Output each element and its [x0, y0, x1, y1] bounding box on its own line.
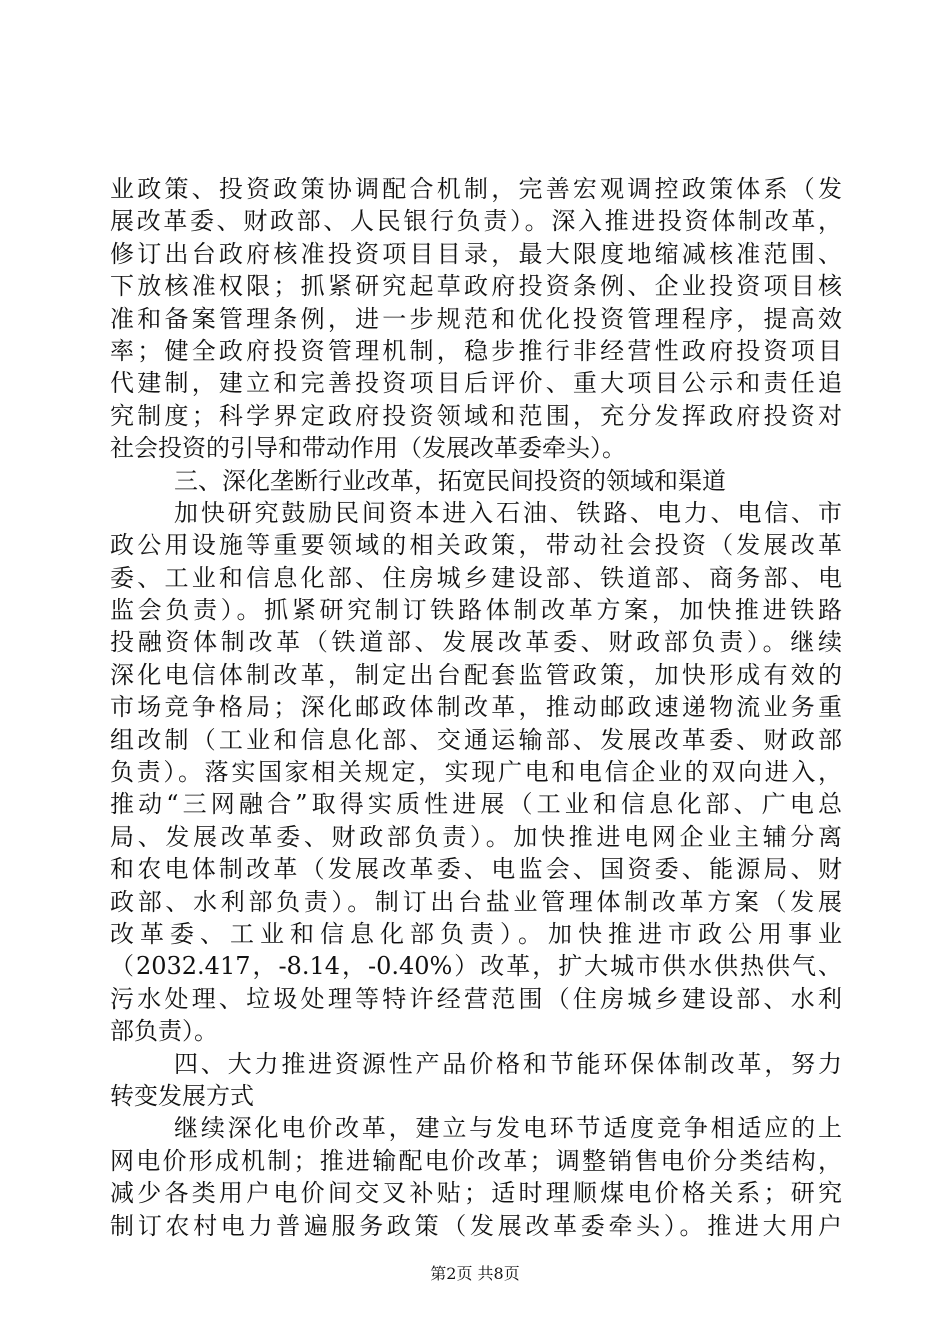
text-line: 负责）。落实国家相关规定，实现广电和电信企业的双向进入， [110, 758, 842, 787]
text-line: （2032.417，-8.14，-0.40%）改革，扩大城市供水供热供气、 [110, 952, 842, 981]
document-body [110, 173, 842, 1242]
text-line: 政部、水利部负责）。制订出台盐业管理体制改革方案（发展 [110, 887, 842, 916]
text-line: 下放核准权限；抓紧研究起草政府投资条例、企业投资项目核 [110, 272, 842, 301]
text-line: 修订出台政府核准投资项目目录，最大限度地缩减核准范围、 [110, 239, 842, 268]
text-line: 展改革委、财政部、人民银行负责）。深入推进投资体制改革， [110, 207, 842, 236]
text-line: 业政策、投资政策协调配合机制，完善宏观调控政策体系（发 [110, 175, 842, 203]
text-line: 究制度；科学界定政府投资领域和范围，充分发挥政府投资对 [110, 401, 842, 430]
text-line: 投融资体制改革（铁道部、发展改革委、财政部负责）。继续 [110, 628, 842, 657]
text-line: 制订农村电力普遍服务政策（发展改革委牵头）。推进大用户 [110, 1211, 842, 1240]
text-line: 深化电信体制改革，制定出台配套监管政策，加快形成有效的 [110, 660, 842, 689]
page-footer: 第2页 共8页 [430, 1264, 520, 1283]
text-line: 监会负责）。抓紧研究制订铁路体制改革方案，加快推进铁路 [110, 596, 842, 625]
text-line: 组改制（工业和信息化部、交通运输部、发展改革委、财政部 [110, 725, 842, 754]
text-line: 网电价形成机制；推进输配电价改革；调整销售电价分类结构， [110, 1146, 842, 1175]
text-line: 率；健全政府投资管理机制，稳步推行非经营性政府投资项目 [110, 336, 842, 365]
text-line: 代建制，建立和完善投资项目后评价、重大项目公示和责任追 [110, 369, 842, 398]
text-line: 改革委、工业和信息化部负责）。加快推进市政公用事业 [110, 919, 842, 948]
text-line: 继续深化电价改革，建立与发电环节适度竞争相适应的上 [174, 1114, 842, 1143]
text-line: 委、工业和信息化部、住房城乡建设部、铁道部、商务部、电 [110, 563, 842, 592]
text-line: 准和备案管理条例，进一步规范和优化投资管理程序，提高效 [110, 304, 842, 333]
text-line: 四、大力推进资源性产品价格和节能环保体制改革，努力 [174, 1049, 842, 1078]
text-line: 三、深化垄断行业改革，拓宽民间投资的领域和渠道 [174, 466, 726, 495]
text-line: 和农电体制改革（发展改革委、电监会、国资委、能源局、财 [110, 855, 842, 884]
text-line: 市场竞争格局；深化邮政体制改革，推动邮政速递物流业务重 [110, 693, 842, 722]
text-line: 污水处理、垃圾处理等特许经营范围（住房城乡建设部、水利 [110, 984, 842, 1013]
text-line: 加快研究鼓励民间资本进入石油、铁路、电力、电信、市 [174, 498, 842, 527]
text-line: 部负责）。 [110, 1017, 218, 1046]
text-line: 政公用设施等重要领域的相关政策，带动社会投资（发展改革 [110, 531, 842, 560]
text-line: 局、发展改革委、财政部负责）。加快推进电网企业主辅分离 [110, 822, 842, 851]
text-line: 减少各类用户电价间交叉补贴；适时理顺煤电价格关系；研究 [110, 1179, 842, 1208]
text-line: 推动“三网融合”取得实质性进展（工业和信息化部、广电总 [110, 790, 842, 819]
text-line: 社会投资的引导和带动作用（发展改革委牵头）。 [110, 434, 626, 463]
text-line: 转变发展方式 [110, 1081, 254, 1110]
